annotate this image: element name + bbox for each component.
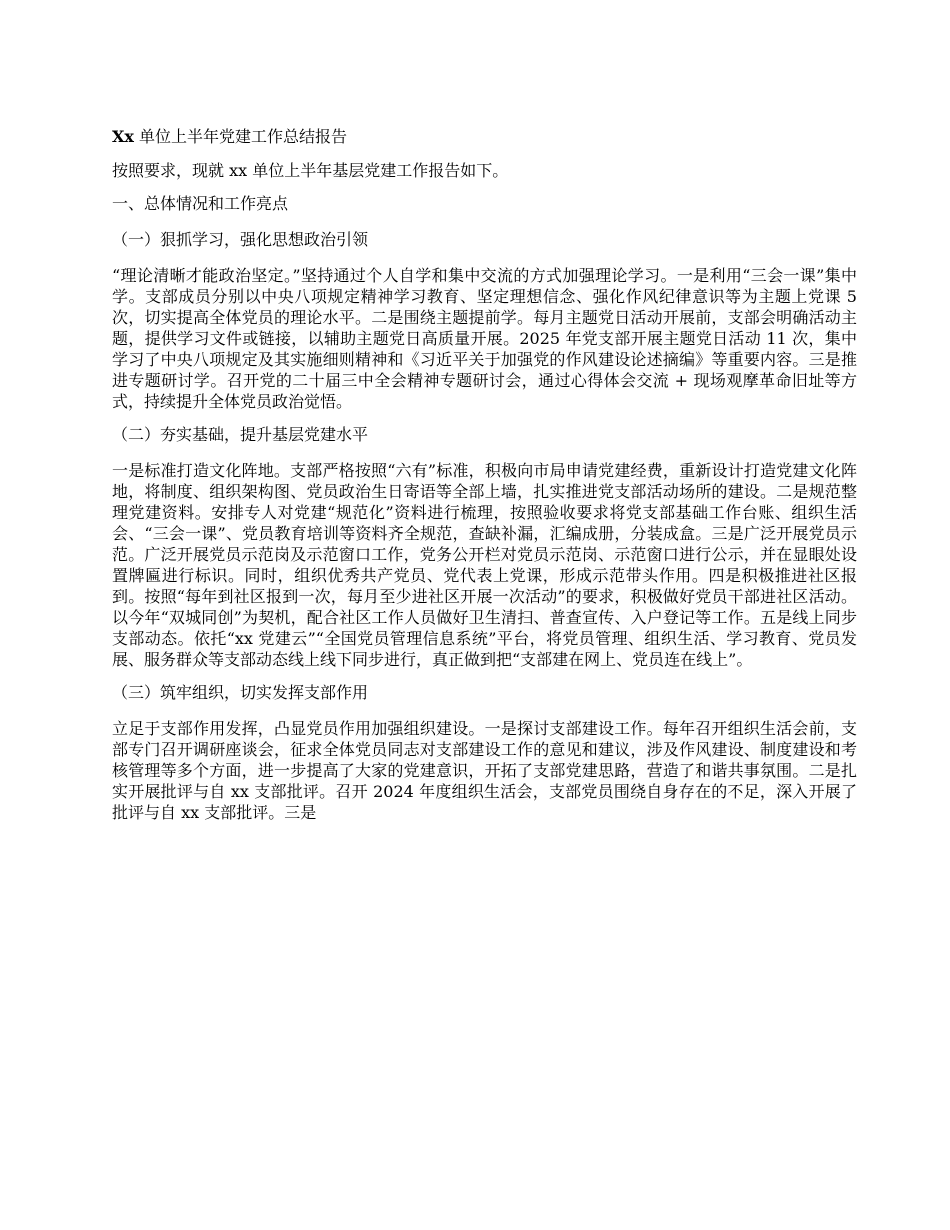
subsection-3-body: 立足于支部作用发挥，凸显党员作用加强组织建设。一是探讨支部建设工作。每年召开组织生活会前，支部专门召开调研座谈会，征求全体党员同志对支部建设工作的意见和建议，涉及作风建设、制度建设和考核管理等多个方面，进一步提高了大家的党建意识，开拓了支部党建思路，营造了和谐共事氛围。二是扎实开展批评与自 xx 支部批评。召开 2024 年度组织生活会，支部党员围绕自身存在的不足，深入开展了批评与自 xx 支部批评。三是 (112, 719, 857, 822)
document-title-text: 单位上半年党建工作总结报告 (133, 127, 348, 146)
subsection-1-heading: （一）狠抓学习，强化思想政治引领 (112, 230, 369, 249)
subsection-2-body: 一是标准打造文化阵地。支部严格按照“六有”标准，积极向市局申请党建经费，重新设计打造党建文化阵地，将制度、组织架构图、党员政治生日寄语等全部上墙，扎实推进党支部活动场所的建设。二是规范整理党建资料。安排专人对党建“规范化”资料进行梳理，按照验收要求将党支部基础工作台账、组织生活会、“三会一课”、党员教育培训等资料齐全规范，查缺补漏，汇编成册，分装成盒。三是广泛开展党员示范。广泛开展党员示范岗及示范窗口工作，党务公开栏对党员示范岗、示范窗口进行公示，并在显眼处设置牌匾进行标识。同时，组织优秀共产党员、党代表上党课，形成示范带头作用。四是积极推进社区报到。按照“每年到社区报到一次，每月至少进社区开展一次活动”的要求，积极做好党员干部进社区活动。以今年“双城同创”为契机，配合社区工作人员做好卫生清扫、普查宣传、入户登记等工作。五是线上同步支部动态。依托“xx 党建云”“全国党员管理信息系统”平台，将党员管理、组织生活、学习教育、党员发展、服务群众等支部动态线上线下同步进行，真正做到把“支部建在网上、党员连在线上”。 (112, 461, 857, 669)
document-title (112, 124, 857, 150)
intro-paragraph: 按照要求，现就 xx 单位上半年基层党建工作报告如下。 (112, 161, 509, 180)
subsection-3-heading: （三）筑牢组织，切实发挥支部作用 (112, 683, 369, 702)
section-1-heading: 一、总体情况和工作亮点 (112, 194, 289, 213)
document-page (112, 124, 857, 835)
document-title-prefix: Xx (112, 127, 134, 146)
subsection-2-heading: （二）夯实基础，提升基层党建水平 (112, 425, 369, 444)
subsection-1-body: “理论清晰才能政治坚定。”坚持通过个人自学和集中交流的方式加强理论学习。一是利用“三会一课”集中学。支部成员分别以中央八项规定精神学习教育、坚定理想信念、强化作风纪律意识等为主题上党课 5 次，切实提高全体党员的理论水平。二是围绕主题提前学。每月主题党日活动开展前，支部会明确活动主题，提供学习文件或链接，以辅助主题党日高质量开展。2025 年党支部开展主题党日活动 11 次，集中学习了中央八项规定及其实施细则精神和《习近平关于加强党的作风建设论述摘编》等重要内容。三是推进专题研讨学。召开党的二十届三中全会精神专题研讨会，通过心得体会交流 + 现场观摩革命旧址等方式，持续提升全体党员政治觉悟。 (112, 266, 857, 411)
